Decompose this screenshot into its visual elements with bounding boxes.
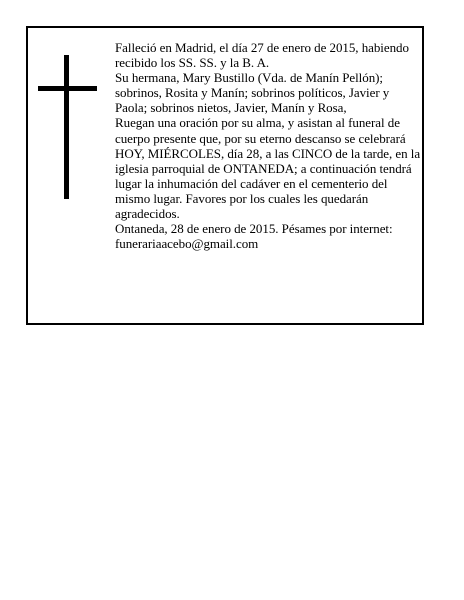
obituary-notice xyxy=(26,26,424,325)
notice-paragraph-closing: Ontaneda, 28 de enero de 2015. Pésames por internet: funerariaacebo@gmail.com xyxy=(115,221,393,252)
notice-paragraph-family: Su hermana, Mary Bustillo (Vda. de Manín Pellón); sobrinos, Rosita y Manín; sobrinos políticos, Javier y Paola; sobrinos nietos, Javier, Manín y Rosa, xyxy=(115,70,390,116)
cross-vertical-bar xyxy=(64,55,69,199)
notice-paragraph-death: Falleció en Madrid, el día 27 de enero de 2015, habiendo recibido los SS. SS. y la B. A. xyxy=(115,40,409,71)
notice-text xyxy=(115,40,421,251)
notice-paragraph-funeral: Ruegan una oración por su alma, y asistan al funeral de cuerpo presente que, por su eterno descanso se celebrará HOY, MIÉRCOLES, día 28, a las CINCO de la tarde, en la iglesia parroquial de ONTANEDA; a continuación tendrá lugar la inhumación del cadáver en el cementerio del mismo lugar. Favores por los cuales les quedarán agradecidos. xyxy=(115,115,421,222)
cross-icon xyxy=(38,55,98,199)
cross-horizontal-bar xyxy=(38,86,97,91)
